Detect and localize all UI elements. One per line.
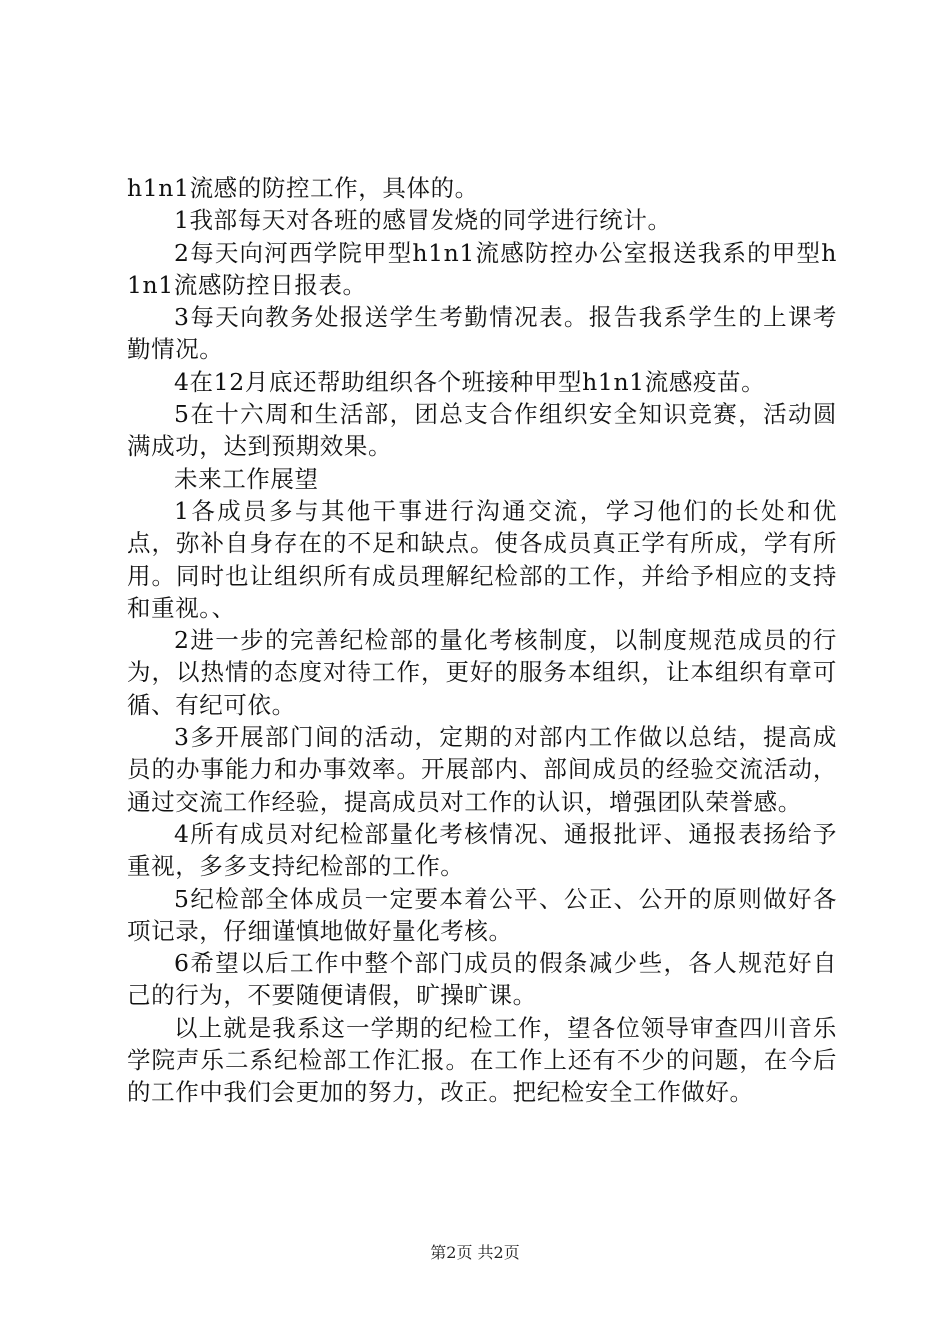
paragraph-12: 5纪检部全体成员一定要本着公平、公正、公开的原则做好各项记录，仔细谨慎地做好量化考核。 bbox=[127, 884, 837, 945]
paragraph-3: 2每天向河西学院甲型h1n1流感防控办公室报送我系的甲型h1n1流感防控日报表。 bbox=[127, 238, 837, 299]
paragraph-11: 4所有成员对纪检部量化考核情况、通报批评、通报表扬给予重视，多多支持纪检部的工作。 bbox=[127, 819, 837, 881]
paragraph-10: 3多开展部门间的活动，定期的对部内工作做以总结，提高成员的办事能力和办事效率。开展部内、部间成员的经验交流活动，通过交流工作经验，提高成员对工作的认识，增强团队荣誉感。 bbox=[127, 723, 837, 816]
paragraph-8: 1各成员多与其他干事进行沟通交流，学习他们的长处和优点，弥补自身存在的不足和缺点。使各成员真正学有所成，学有所用。同时也让组织所有成员理解纪检部的工作，并给予相应的支持和重视。、 bbox=[127, 496, 837, 622]
paragraph-6: 5在十六周和生活部，团总支合作组织安全知识竞赛，活动圆满成功，达到预期效果。 bbox=[127, 400, 837, 461]
paragraph-14: 以上就是我系这一学期的纪检工作，望各位领导审查四川音乐学院声乐二系纪检部工作汇报。在工作上还有不少的问题，在今后的工作中我们会更加的努力，改正。把纪检安全工作做好。 bbox=[127, 1013, 837, 1107]
paragraph-9: 2进一步的完善纪检部的量化考核制度，以制度规范成员的行为，以热情的态度对待工作，更好的服务本组织，让本组织有章可循、有纪可依。 bbox=[127, 626, 837, 719]
page-footer bbox=[0, 1243, 950, 1263]
page-number-label: 第2页 共2页 bbox=[430, 1243, 520, 1262]
paragraph-1: h1n1流感的防控工作，具体的。 bbox=[127, 174, 479, 202]
paragraph-2: 1我部每天对各班的感冒发烧的同学进行统计。 bbox=[174, 206, 672, 235]
section-heading-future-outlook: 未来工作展望 bbox=[174, 464, 319, 493]
document-body bbox=[127, 172, 837, 1109]
paragraph-5: 4在12月底还帮助组织各个班接种甲型h1n1流感疫苗。 bbox=[174, 367, 766, 396]
paragraph-4: 3每天向教务处报送学生考勤情况表。报告我系学生的上课考勤情况。 bbox=[127, 303, 837, 364]
paragraph-13: 6希望以后工作中整个部门成员的假条减少些，各人规范好自己的行为，不要随便请假，旷操旷课。 bbox=[127, 949, 837, 1010]
